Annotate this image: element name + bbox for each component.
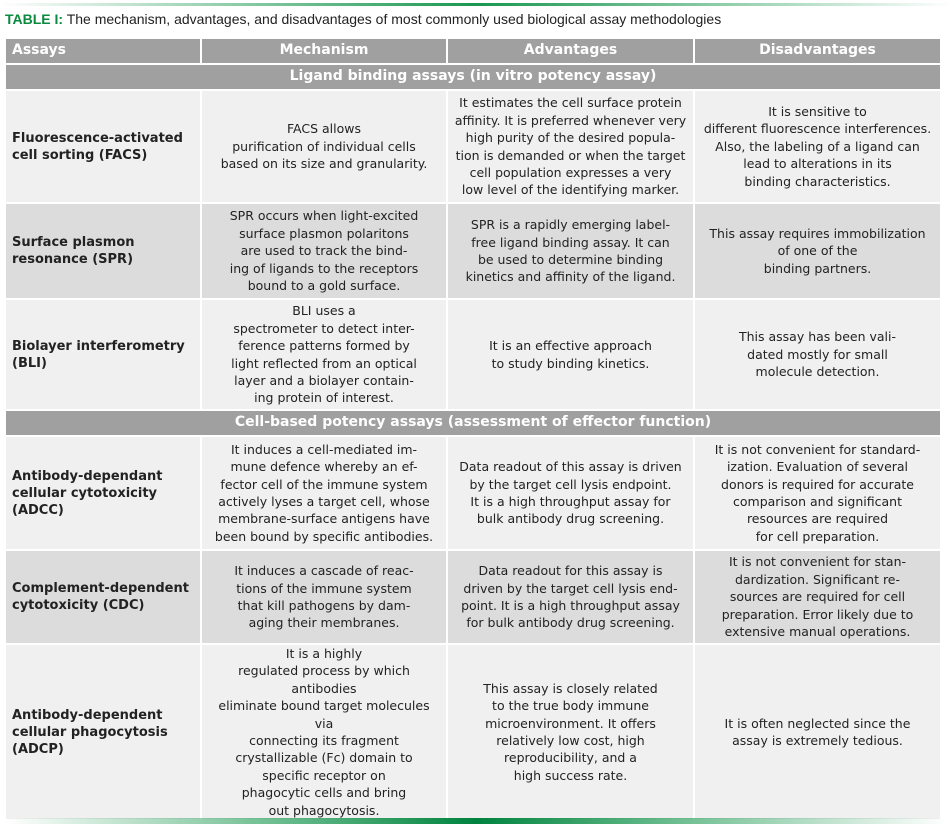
assay-name: Antibody-dependant cellular cytotoxicity (ADCC) — [5, 436, 201, 550]
assay-name: Complement-dependent cytotoxicity (CDC) — [5, 550, 201, 644]
assay-name: Biolayer interferometry (BLI) — [5, 299, 201, 410]
bottom-divider — [6, 818, 946, 824]
table-row — [5, 90, 941, 203]
assay-name: Surface plasmon resonance (SPR) — [5, 203, 201, 299]
mechanism-cell: BLI uses a spectrometer to detect inter- ference patterns formed by light reflected from an optical layer and a biolayer contain- ing protein of interest. — [201, 299, 447, 410]
advantages-cell: It is an effective approach to study binding kinetics. — [447, 299, 694, 410]
header-advantages: Advantages — [447, 38, 694, 64]
table-row — [5, 644, 941, 820]
advantages-cell: This assay is closely related to the true body immune microenvironment. It offers relatively low cost, high reproducibility, and a high success rate. — [447, 644, 694, 820]
mechanism-cell: It is a highly regulated process by which antibodies eliminate bound target molecules via connecting its fragment crystallizable (Fc) domain to specific receptor on phagocytic cells and bring out phagocytosis. — [201, 644, 447, 820]
disadvantages-cell: It is sensitive to different fluorescence interferences. Also, the labeling of a ligand can lead to alterations in its binding characteristics. — [694, 90, 941, 203]
assay-name: Antibody-dependent cellular phagocytosis (ADCP) — [5, 644, 201, 820]
advantages-cell: SPR is a rapidly emerging label- free ligand binding assay. It can be used to determine binding kinetics and affinity of the ligand. — [447, 203, 694, 299]
assay-table — [4, 37, 942, 821]
disadvantages-cell: It is not convenient for stan- dardization. Significant re- sources are required for cell preparation. Error likely due to extensive manual operations. — [694, 550, 941, 644]
mechanism-cell: FACS allows purification of individual cells based on its size and granularity. — [201, 90, 447, 203]
section-row — [5, 410, 941, 436]
table-row — [5, 550, 941, 644]
top-divider — [0, 3, 952, 6]
section-title: Cell-based potency assays (assessment of effector function) — [5, 410, 941, 436]
section-row — [5, 64, 941, 90]
assay-name: Fluorescence-activated cell sorting (FACS) — [5, 90, 201, 203]
caption-text: The mechanism, advantages, and disadvantages of most commonly used biological assay methodologies — [63, 11, 722, 27]
header-disadvantages: Disadvantages — [694, 38, 941, 64]
table-row — [5, 436, 941, 550]
disadvantages-cell: This assay has been vali- dated mostly for small molecule detection. — [694, 299, 941, 410]
table-caption — [5, 11, 721, 27]
table-row — [5, 299, 941, 410]
table-row — [5, 203, 941, 299]
advantages-cell: Data readout for this assay is driven by the target cell lysis end- point. It is a high throughput assay for bulk antibody drug screening. — [447, 550, 694, 644]
disadvantages-cell: This assay requires immobilization of one of the binding partners. — [694, 203, 941, 299]
mechanism-cell: It induces a cascade of reac- tions of the immune system that kill pathogens by dam- aging their membranes. — [201, 550, 447, 644]
header-assays: Assays — [5, 38, 201, 64]
header-row — [5, 38, 941, 64]
disadvantages-cell: It is not convenient for standard- ization. Evaluation of several donors is required for accurate comparison and significant resources are required for cell preparation. — [694, 436, 941, 550]
caption-label: TABLE I: — [5, 11, 64, 27]
advantages-cell: It estimates the cell surface protein affinity. It is preferred whenever very high purity of the desired popula- tion is demanded or when the target cell population expresses a very low level of the identifying marker. — [447, 90, 694, 203]
header-mechanism: Mechanism — [201, 38, 447, 64]
mechanism-cell: SPR occurs when light-excited surface plasmon polaritons are used to track the bind- ing of ligands to the receptors bound to a gold surface. — [201, 203, 447, 299]
section-title: Ligand binding assays (in vitro potency assay) — [5, 64, 941, 90]
advantages-cell: Data readout of this assay is driven by the target cell lysis endpoint. It is a high throughput assay for bulk antibody drug screening. — [447, 436, 694, 550]
mechanism-cell: It induces a cell-mediated im- mune defence whereby an ef- fector cell of the immune system actively lyses a target cell, whose membrane-surface antigens have been bound by specific antibodies. — [201, 436, 447, 550]
disadvantages-cell: It is often neglected since the assay is extremely tedious. — [694, 644, 941, 820]
